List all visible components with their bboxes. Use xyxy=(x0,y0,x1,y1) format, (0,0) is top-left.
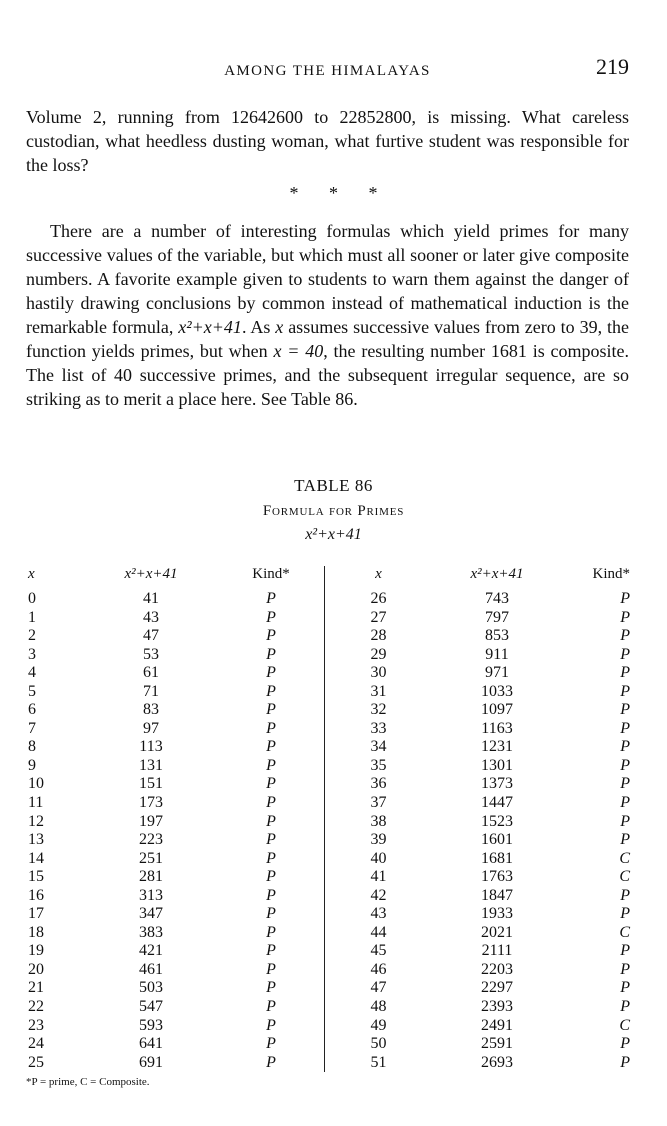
cell-x: 45 xyxy=(370,942,387,960)
table-row xyxy=(336,1035,634,1054)
cell-kind: P xyxy=(620,1053,630,1071)
paragraph-text: , the resulting number 1681 is composite. The list of 40 successive primes, and the subsequent irregular sequence, are so striking as to merit a place here. See Table 86. xyxy=(26,341,630,409)
column-header-x: x xyxy=(375,566,382,582)
column-header-kind: Kind* xyxy=(592,566,630,582)
cell-kind: P xyxy=(620,960,630,978)
cell-kind: P xyxy=(266,831,276,849)
cell-kind: P xyxy=(266,998,276,1016)
table-row xyxy=(26,609,316,628)
table-row xyxy=(336,868,634,887)
cell-x: 20 xyxy=(28,960,44,978)
cell-kind: P xyxy=(266,775,276,793)
cell-kind: P xyxy=(620,738,630,756)
primes-table xyxy=(26,566,634,1076)
table-row xyxy=(26,775,316,794)
table-row xyxy=(336,720,634,739)
cell-value: 2491 xyxy=(481,1016,513,1034)
running-title: AMONG THE HIMALAYAS xyxy=(224,63,431,79)
cell-kind: C xyxy=(619,868,630,886)
cell-x: 50 xyxy=(370,1035,387,1053)
table-footnote: *P = prime, C = Composite. xyxy=(26,1076,150,1088)
cell-kind: P xyxy=(620,886,630,904)
cell-value: 1601 xyxy=(481,831,513,849)
cell-x: 15 xyxy=(28,868,44,886)
page-header xyxy=(26,54,629,84)
cell-kind: P xyxy=(266,886,276,904)
cell-x: 18 xyxy=(28,923,44,941)
cell-x: 40 xyxy=(370,849,387,867)
cell-value: 2111 xyxy=(481,942,513,960)
cell-value: 347 xyxy=(139,905,163,923)
table-row xyxy=(336,850,634,869)
cell-kind: P xyxy=(620,775,630,793)
cell-kind: P xyxy=(620,979,630,997)
cell-x: 51 xyxy=(370,1053,387,1071)
table-row xyxy=(336,701,634,720)
cell-value: 173 xyxy=(139,794,163,812)
table-row xyxy=(336,998,634,1017)
cell-x: 21 xyxy=(28,979,44,997)
table-row xyxy=(336,813,634,832)
cell-kind: P xyxy=(266,1016,276,1034)
cell-kind: P xyxy=(620,664,630,682)
cell-x: 0 xyxy=(28,590,36,607)
cell-kind: P xyxy=(620,831,630,849)
table-row xyxy=(336,683,634,702)
cell-value: 1763 xyxy=(481,868,513,886)
table-right-half xyxy=(336,566,634,1072)
cell-kind: P xyxy=(266,905,276,923)
cell-kind: P xyxy=(620,942,630,960)
cell-x: 30 xyxy=(370,664,387,682)
cell-kind: P xyxy=(620,719,630,737)
cell-kind: C xyxy=(619,923,630,941)
cell-value: 197 xyxy=(139,812,163,830)
page-number: 219 xyxy=(596,54,629,79)
cell-value: 2297 xyxy=(481,979,513,997)
table-title: TABLE 86 xyxy=(294,476,373,495)
cell-value: 1681 xyxy=(481,849,513,867)
table-row xyxy=(336,664,634,683)
table-row xyxy=(26,627,316,646)
paragraph-text: . As xyxy=(241,317,276,337)
table-row xyxy=(26,664,316,683)
cell-x: 41 xyxy=(370,868,387,886)
table-row xyxy=(336,831,634,850)
table-row xyxy=(336,979,634,998)
column-header-kind: Kind* xyxy=(252,566,290,582)
cell-value: 1447 xyxy=(481,794,513,812)
cell-x: 32 xyxy=(370,701,387,719)
cell-kind: P xyxy=(620,590,630,607)
table-subtitle: Formula for Primes xyxy=(262,503,405,519)
cell-x: 9 xyxy=(28,756,36,774)
cell-x: 2 xyxy=(28,627,36,645)
cell-x: 19 xyxy=(28,942,44,960)
table-row xyxy=(336,961,634,980)
cell-kind: P xyxy=(266,664,276,682)
table-row xyxy=(26,1035,316,1054)
cell-value: 461 xyxy=(139,960,163,978)
cell-value: 503 xyxy=(139,979,163,997)
cell-x: 29 xyxy=(370,645,387,663)
cell-kind: P xyxy=(266,1053,276,1071)
cell-value: 47 xyxy=(143,627,159,645)
cell-value: 1933 xyxy=(481,905,513,923)
cell-x: 28 xyxy=(370,627,387,645)
cell-kind: P xyxy=(266,645,276,663)
table-row xyxy=(26,1017,316,1036)
cell-value: 641 xyxy=(139,1035,163,1053)
cell-value: 83 xyxy=(143,701,159,719)
table-row xyxy=(26,924,316,943)
table-row xyxy=(26,998,316,1017)
cell-x: 13 xyxy=(28,831,44,849)
table-row xyxy=(26,868,316,887)
cell-x: 12 xyxy=(28,812,44,830)
cell-x: 23 xyxy=(28,1016,44,1034)
cell-value: 2021 xyxy=(481,923,513,941)
cell-x: 10 xyxy=(28,775,44,793)
cell-value: 911 xyxy=(485,645,509,663)
cell-value: 797 xyxy=(485,608,509,626)
cell-value: 2393 xyxy=(481,998,513,1016)
cell-kind: P xyxy=(266,682,276,700)
cell-value: 113 xyxy=(139,738,163,756)
cell-kind: P xyxy=(266,701,276,719)
cell-value: 1847 xyxy=(481,886,513,904)
cell-x: 7 xyxy=(28,719,36,737)
cell-kind: P xyxy=(266,1035,276,1053)
cell-value: 251 xyxy=(139,849,163,867)
cell-x: 1 xyxy=(28,608,36,626)
table-left-rows xyxy=(26,590,316,1072)
cell-value: 151 xyxy=(139,775,163,793)
cell-x: 25 xyxy=(28,1053,44,1071)
cell-kind: P xyxy=(266,719,276,737)
cell-value: 61 xyxy=(143,664,159,682)
cell-kind: P xyxy=(266,756,276,774)
section-break-stars: * * * xyxy=(289,183,378,203)
cell-x: 35 xyxy=(370,756,387,774)
table-row xyxy=(26,979,316,998)
cell-value: 547 xyxy=(139,998,163,1016)
table-left-half xyxy=(26,566,316,1072)
table-row xyxy=(26,738,316,757)
cell-x: 42 xyxy=(370,886,387,904)
table-row xyxy=(26,961,316,980)
cell-value: 131 xyxy=(139,756,163,774)
table-row xyxy=(336,738,634,757)
cell-kind: P xyxy=(620,701,630,719)
cell-x: 48 xyxy=(370,998,387,1016)
table-row xyxy=(336,609,634,628)
cell-x: 26 xyxy=(370,590,387,607)
cell-value: 383 xyxy=(139,923,163,941)
inline-variable: x xyxy=(275,317,284,337)
cell-x: 38 xyxy=(370,812,387,830)
paragraph-text: assumes successive values from zero to 39, the function yields primes, but when xyxy=(26,317,629,361)
cell-value: 223 xyxy=(139,831,163,849)
cell-x: 34 xyxy=(370,738,387,756)
cell-kind: P xyxy=(266,794,276,812)
cell-x: 44 xyxy=(370,923,387,941)
table-row xyxy=(26,757,316,776)
cell-kind: P xyxy=(620,682,630,700)
cell-x: 39 xyxy=(370,831,387,849)
table-row xyxy=(26,831,316,850)
column-header-value: x²+x+41 xyxy=(470,566,524,582)
cell-kind: P xyxy=(266,608,276,626)
cell-value: 2693 xyxy=(481,1053,513,1071)
cell-x: 49 xyxy=(370,1016,387,1034)
cell-kind: P xyxy=(620,756,630,774)
cell-kind: P xyxy=(266,590,276,607)
cell-kind: P xyxy=(266,923,276,941)
cell-value: 41 xyxy=(143,590,159,607)
table-row xyxy=(26,942,316,961)
cell-x: 24 xyxy=(28,1035,44,1053)
table-row xyxy=(26,1054,316,1073)
cell-x: 5 xyxy=(28,682,36,700)
cell-kind: P xyxy=(266,979,276,997)
cell-value: 71 xyxy=(143,682,159,700)
cell-value: 53 xyxy=(143,645,159,663)
cell-kind: P xyxy=(620,998,630,1016)
table-row xyxy=(336,775,634,794)
cell-kind: P xyxy=(620,1035,630,1053)
cell-x: 46 xyxy=(370,960,387,978)
cell-kind: P xyxy=(266,849,276,867)
paragraph-prime-formula xyxy=(26,219,629,411)
column-divider xyxy=(324,566,325,1072)
cell-x: 17 xyxy=(28,905,44,923)
table-row xyxy=(26,813,316,832)
cell-value: 313 xyxy=(139,886,163,904)
table-row xyxy=(336,794,634,813)
table-row xyxy=(336,627,634,646)
cell-value: 1231 xyxy=(481,738,513,756)
cell-value: 853 xyxy=(485,627,509,645)
table-header-row xyxy=(26,566,316,590)
cell-kind: P xyxy=(620,905,630,923)
table-header-row xyxy=(336,566,634,590)
cell-x: 14 xyxy=(28,849,44,867)
cell-value: 43 xyxy=(143,608,159,626)
table-row xyxy=(336,757,634,776)
cell-value: 743 xyxy=(485,590,509,607)
cell-value: 971 xyxy=(485,664,509,682)
table-row xyxy=(336,1017,634,1036)
cell-kind: P xyxy=(620,645,630,663)
cell-value: 1523 xyxy=(481,812,513,830)
column-header-value: x²+x+41 xyxy=(124,566,178,582)
cell-value: 1033 xyxy=(481,682,513,700)
table-row xyxy=(336,942,634,961)
cell-kind: P xyxy=(266,738,276,756)
cell-x: 8 xyxy=(28,738,36,756)
cell-x: 43 xyxy=(370,905,387,923)
cell-kind: C xyxy=(619,849,630,867)
cell-value: 1373 xyxy=(481,775,513,793)
cell-x: 3 xyxy=(28,645,36,663)
paragraph-volume-missing: Volume 2, running from 12642600 to 22852800, is missing. What careless custodian, what heedless dusting woman, what furtive student was responsible for the loss? xyxy=(26,107,629,175)
table-row xyxy=(26,590,316,609)
table-row xyxy=(336,905,634,924)
cell-x: 16 xyxy=(28,886,44,904)
cell-x: 22 xyxy=(28,998,44,1016)
cell-value: 1097 xyxy=(481,701,513,719)
cell-value: 593 xyxy=(139,1016,163,1034)
cell-x: 6 xyxy=(28,701,36,719)
cell-x: 47 xyxy=(370,979,387,997)
cell-x: 31 xyxy=(370,682,387,700)
cell-x: 37 xyxy=(370,794,387,812)
cell-x: 4 xyxy=(28,664,36,682)
cell-value: 97 xyxy=(143,719,159,737)
cell-x: 11 xyxy=(28,794,44,812)
inline-equation: x = 40 xyxy=(273,341,324,361)
table-row xyxy=(26,850,316,869)
table-row xyxy=(336,590,634,609)
column-header-x: x xyxy=(28,566,35,582)
cell-value: 281 xyxy=(139,868,163,886)
cell-kind: P xyxy=(620,627,630,645)
cell-kind: P xyxy=(266,812,276,830)
table-row xyxy=(26,794,316,813)
table-row xyxy=(336,887,634,906)
cell-x: 27 xyxy=(370,608,387,626)
table-row xyxy=(26,905,316,924)
table-row xyxy=(336,646,634,665)
cell-value: 1163 xyxy=(481,719,513,737)
table-row xyxy=(26,683,316,702)
table-row xyxy=(26,701,316,720)
table-row xyxy=(26,887,316,906)
cell-x: 36 xyxy=(370,775,387,793)
cell-kind: P xyxy=(266,960,276,978)
cell-x: 33 xyxy=(370,719,387,737)
cell-kind: P xyxy=(620,812,630,830)
cell-value: 2203 xyxy=(481,960,513,978)
cell-value: 691 xyxy=(139,1053,163,1071)
table-row xyxy=(336,1054,634,1073)
cell-kind: C xyxy=(619,1016,630,1034)
cell-kind: P xyxy=(620,794,630,812)
cell-value: 2591 xyxy=(481,1035,513,1053)
table-row xyxy=(26,646,316,665)
cell-kind: P xyxy=(266,942,276,960)
table-right-rows xyxy=(336,590,634,1072)
cell-kind: P xyxy=(266,627,276,645)
table-row xyxy=(26,720,316,739)
paragraph-text: There are a number of interesting formulas which yield primes for many successive values of the variable, but which must all sooner or later give composite numbers. A favorite example given to students to warn them against the danger of hastily drawing conclusions by common instead of mathematical induction is the remarkable formula, xyxy=(26,221,629,337)
cell-kind: P xyxy=(620,608,630,626)
inline-formula: x²+x+41 xyxy=(178,317,242,337)
cell-value: 421 xyxy=(139,942,163,960)
cell-kind: P xyxy=(266,868,276,886)
table-row xyxy=(336,924,634,943)
table-formula: x²+x+41 xyxy=(305,526,362,543)
cell-value: 1301 xyxy=(481,756,513,774)
